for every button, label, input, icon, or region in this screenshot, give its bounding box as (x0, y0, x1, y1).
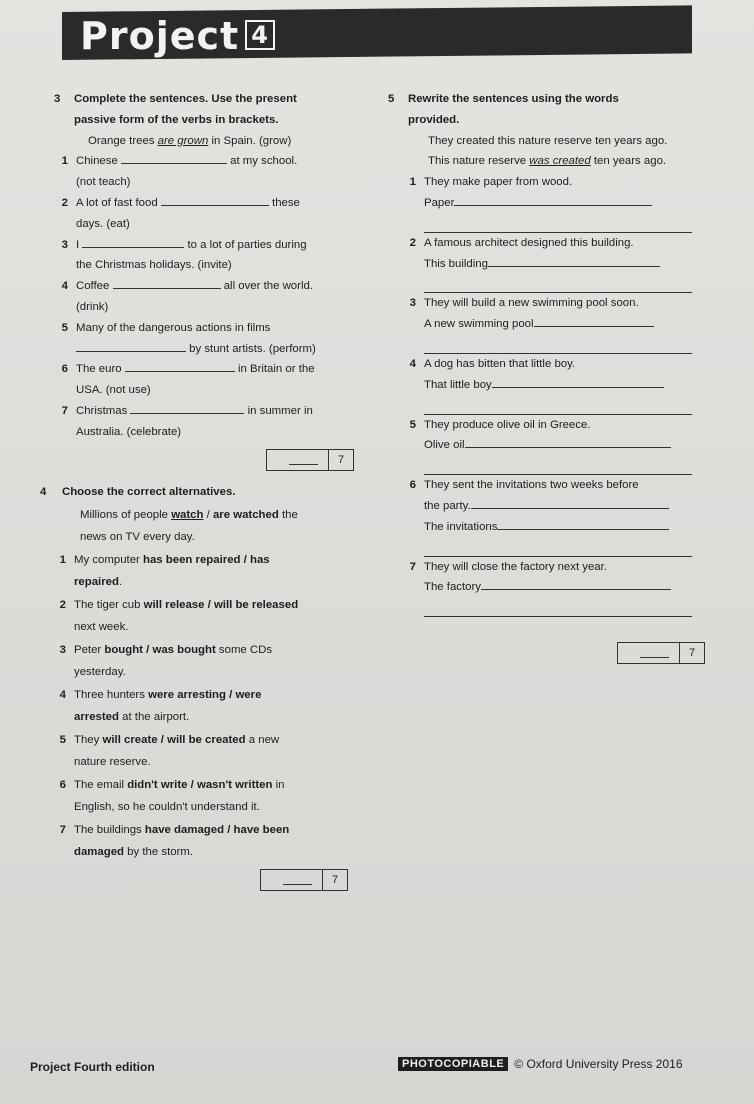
question: 6 The euro in Britain or the (54, 359, 354, 380)
question: 1 They make paper from wood. (409, 176, 573, 189)
answer-blank[interactable] (82, 235, 184, 248)
answer-line[interactable] (424, 396, 692, 415)
question: 2 The tiger cub will release / will be released (59, 598, 299, 611)
question: 7 The buildings have damaged / have been (59, 823, 290, 836)
question: 3 I to a lot of parties during (54, 235, 354, 256)
question: 6 The email didn't write / wasn't written in (59, 778, 285, 791)
exercise-instruction: Complete the sentences. Use the present (74, 93, 297, 105)
answer-blank[interactable] (130, 401, 244, 414)
question: 4 A dog has bitten that little boy. (409, 357, 576, 370)
option-choice[interactable]: will release / will be released (143, 598, 299, 611)
option-choice[interactable]: bought / was bought (104, 643, 216, 656)
answer-line[interactable] (424, 335, 692, 354)
exercise-number: 5 (388, 93, 395, 105)
project-title (80, 14, 275, 58)
question: 7 Christmas in summer in (54, 401, 354, 422)
footer-copyright (398, 1057, 683, 1071)
score-box: 7 (260, 869, 348, 891)
question: 5 Many of the dangerous actions in films (61, 321, 271, 334)
option-choice[interactable]: will create / will be created (102, 733, 246, 746)
question: 2 A famous architect designed this building. (409, 236, 634, 249)
exercise-instruction: Rewrite the sentences using the words (408, 93, 619, 105)
answer-blank[interactable] (465, 435, 671, 448)
question: 2 A lot of fast food these (54, 193, 354, 214)
answer-blank[interactable] (454, 193, 652, 206)
question: 3 Peter bought / was bought some CDs (59, 643, 273, 656)
answer-blank[interactable] (497, 517, 669, 530)
unit-number: 4 (245, 20, 275, 50)
score-box: 7 (266, 449, 354, 471)
exercise-instruction: Choose the correct alternatives. (62, 486, 236, 498)
question: 4 Three hunters were arresting / were (59, 688, 262, 701)
question: 5 They produce olive oil in Greece. (409, 418, 591, 431)
score-box: 7 (617, 642, 705, 664)
exercise-instruction: provided. (408, 113, 460, 126)
question: 1 My computer has been repaired / has (59, 553, 270, 566)
answer-blank[interactable] (492, 375, 664, 388)
copyright-text: © Oxford University Press 2016 (514, 1057, 683, 1071)
exercise-number: 4 (40, 486, 47, 498)
option-choice[interactable]: has been repaired / has (143, 553, 270, 566)
answer-blank[interactable] (481, 577, 671, 590)
answer-line[interactable] (424, 598, 692, 617)
photocopiable-badge: PHOTOCOPIABLE (398, 1057, 508, 1071)
option-choice[interactable]: have damaged / have been (144, 823, 290, 836)
exercise-instruction: passive form of the verbs in brackets. (74, 113, 279, 126)
answer-blank[interactable] (121, 151, 227, 164)
example-sentence: They created this nature reserve ten years ago. (428, 134, 668, 147)
question: 7 They will close the factory next year. (409, 560, 607, 573)
question: 3 They will build a new swimming pool soon. (409, 297, 639, 310)
question: 5 They will create / will be created a new (59, 733, 280, 746)
question: 6 They sent the invitations two weeks before (409, 479, 639, 492)
answer-blank[interactable] (534, 314, 654, 327)
answer-line[interactable] (424, 538, 692, 557)
answer-blank[interactable] (125, 359, 235, 372)
answer-line[interactable] (424, 214, 692, 233)
answer-line[interactable] (424, 274, 692, 293)
example-answer: This nature reserve was created ten years ago. (428, 155, 667, 168)
example-sentence: Millions of people watch / are watched the (80, 508, 298, 521)
answer-blank[interactable] (471, 496, 669, 509)
answer-blank[interactable] (161, 193, 269, 206)
question: 1 Chinese at my school. (54, 151, 354, 172)
exercise-5: 5 Rewrite the sentences using the words provided. They created this nature reserve ten years ago. This nature reserve was created ten years ago. 1 They make paper from wood. Paper 2 A famous architect designed this building. This building 3 They will build a new swimming pool soon. A new swimming pool 4 A dog has bitten that little boy. That little boy 5 They produce olive oil in Greece. Olive oil 6 They sent the invitations two weeks before the party. The invitations 7 They will close the factory next year. The factory (388, 89, 708, 617)
exercise-number: 3 (54, 93, 61, 105)
exercise-4: 4 Choose the correct alternatives. Millions of people watch / are watched the news on TV every day. 1 My computer has been repaired / has repaired. 2 The tiger cub will release / will be released next week. 3 Peter bought / was bought some CDs yesterday. 4 Three hunters were arresting / were arrested at the airport. 5 They will create / will be created a new nature reserve. 6 The email didn't write / wasn't written in English, so he couldn't understand it. 7 The buildings have damaged / have been damaged by the storm. (40, 481, 360, 864)
footer-edition: Project Fourth edition (30, 1060, 155, 1074)
answer-blank[interactable] (76, 339, 186, 352)
title-text: Project (80, 14, 240, 58)
answer-blank[interactable] (113, 276, 221, 289)
option-choice[interactable]: didn't write / wasn't written (127, 778, 273, 791)
exercise-3: 3 Complete the sentences. Use the present passive form of the verbs in brackets. Orange trees are grown in Spain. (grow) 1 Chinese at my school. (not teach) 2 A lot of fast food these days. (eat) 3 I to a lot of parties during the Christmas holidays. (invite) 4 Coffee all over the world. (drink) 5 Many of the dangerous actions in films by stunt artists. (perform) 6 The euro in Britain or the USA. (not use) 7 Christmas in summer in Australia. (celebrate) (54, 89, 354, 443)
option-choice[interactable]: were arresting / were (148, 688, 262, 701)
answer-blank[interactable] (488, 254, 660, 267)
example-sentence: Orange trees are grown in Spain. (grow) (88, 134, 292, 147)
answer-line[interactable] (424, 456, 692, 475)
question: 4 Coffee all over the world. (54, 276, 354, 297)
